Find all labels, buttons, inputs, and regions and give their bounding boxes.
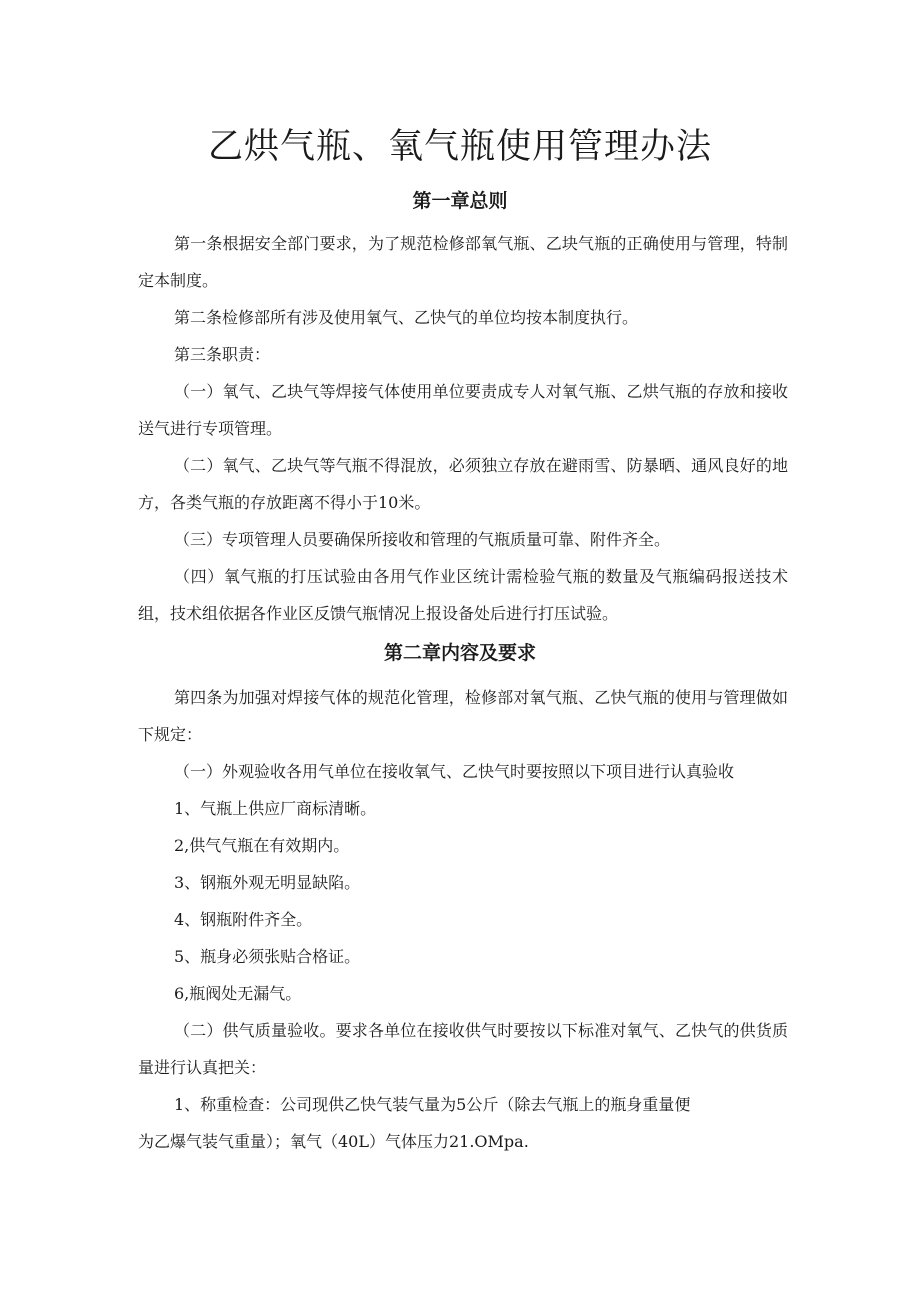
list-item-3: 3、钢瓶外观无明显缺陷。 xyxy=(174,873,361,892)
paragraph-weight-check-continued: 为乙爆气装气重量）；氧气（40L）气体压力21.OMpa. xyxy=(138,1132,529,1151)
paragraph-visual-check: （一）外观验收各用气单位在接收氧气、乙快气时要按照以下项目进行认真验收 xyxy=(174,762,735,781)
paragraph-duty-4: （四）氧气瓶的打压试验由各用气作业区统计需检验气瓶的数量及气瓶编码报送技术组，技术组依据各作业区反馈气瓶情况上报设备处后进行打压试验。 xyxy=(138,567,788,623)
paragraph-duty-3: （三）专项管理人员要确保所接收和管理的气瓶质量可靠、附件齐全。 xyxy=(174,530,671,549)
list-item-2: 2,供气气瓶在有效期内。 xyxy=(174,836,350,855)
paragraph-article-2: 第二条检修部所有涉及使用氧气、乙快气的单位均按本制度执行。 xyxy=(174,308,639,327)
list-item-1: 1、气瓶上供应厂商标清晰。 xyxy=(174,799,377,818)
list-item-5: 5、瓶身必须张贴合格证。 xyxy=(174,947,361,966)
chapter-2-heading: 第二章内容及要求 xyxy=(383,642,536,664)
paragraph-article-1: 第一条根据安全部门要求，为了规范检修部氧气瓶、乙块气瓶的正确使用与管理，特制定本制度。 xyxy=(138,234,788,290)
paragraph-article-3: 第三条职责： xyxy=(174,345,271,364)
paragraph-duty-1: （一）氧气、乙块气等焊接气体使用单位要责成专人对氧气瓶、乙烘气瓶的存放和接收送气进行专项管理。 xyxy=(138,382,788,438)
document-title: 乙烘气瓶、氧气瓶使用管理办法 xyxy=(207,127,712,167)
list-item-4: 4、钢瓶附件齐全。 xyxy=(174,910,313,929)
paragraph-quality-check: （二）供气质量验收。要求各单位在接收供气时要按以下标准对氧气、乙快气的供货质量进行认真把关： xyxy=(138,1021,788,1077)
paragraph-duty-2: （二）氧气、乙块气等气瓶不得混放，必须独立存放在避雨雪、防暴晒、通风良好的地方，各类气瓶的存放距离不得小于10米。 xyxy=(138,456,788,512)
list-item-6: 6,瓶阀处无漏气。 xyxy=(174,984,302,1003)
paragraph-article-4: 第四条为加强对焊接气体的规范化管理，检修部对氧气瓶、乙快气瓶的使用与管理做如下规定： xyxy=(138,688,788,744)
paragraph-weight-check: 1、称重检查：公司现供乙快气装气量为5公斤（除去气瓶上的瓶身重量便 xyxy=(174,1095,691,1114)
chapter-1-heading: 第一章总则 xyxy=(412,190,508,212)
